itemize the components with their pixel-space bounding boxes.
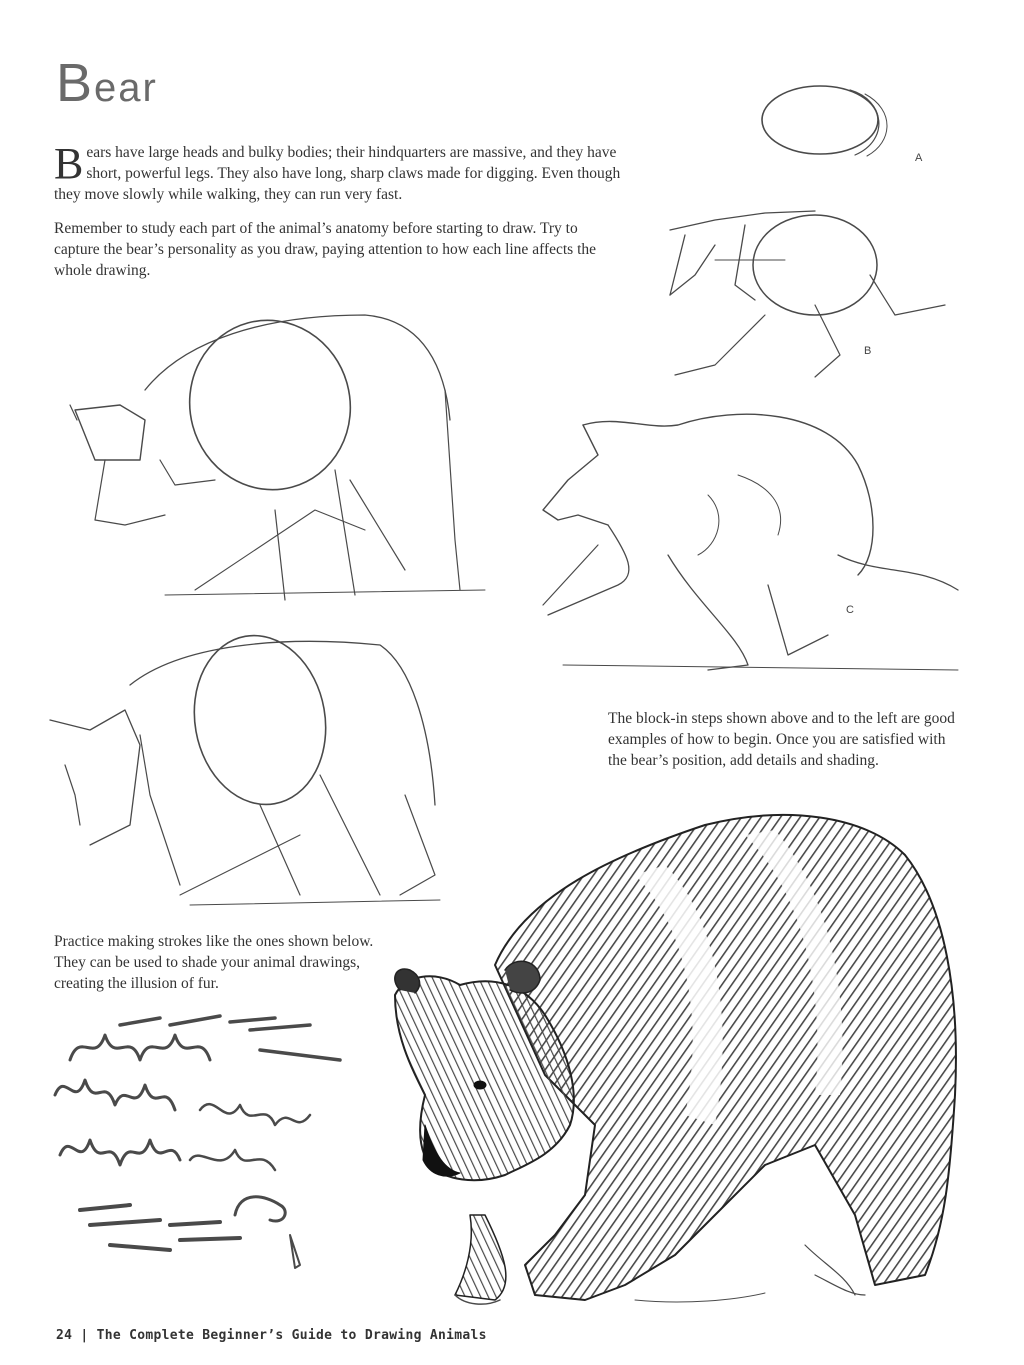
intro-paragraph	[54, 139, 629, 205]
anatomy-paragraph: Remember to study each part of the animal’s anatomy before starting to draw. Try to capture the bear’s personality as you draw, paying attention to how each line affects the whole drawing.	[54, 220, 597, 279]
sketch-blockin-standing	[65, 310, 485, 610]
page-footer: 24 | The Complete Beginner’s Guide to Drawing Animals	[56, 1328, 487, 1343]
blockin-caption: The block-in steps shown above and to the left are good examples of how to begin. Once you are satisfied with the bear’s position, add details and shading.	[608, 710, 955, 769]
sketch-step-c	[538, 405, 968, 690]
fur-strokes-practice	[50, 1010, 360, 1270]
strokes-caption: Practice making strokes like the ones shown below. They can be used to shade your animal drawings, creating the illusion of fur.	[54, 933, 374, 992]
drop-cap: B	[54, 139, 84, 188]
page-title	[56, 52, 158, 114]
shaded-bear-drawing	[385, 795, 985, 1315]
label-c: C	[846, 604, 854, 616]
title-rest: ear	[94, 66, 158, 110]
label-a: A	[915, 152, 923, 164]
title-initial: B	[56, 53, 95, 113]
intro-text: ears have large heads and bulky bodies; their hindquarters are massive, and they have short, powerful legs. They also have long, sharp claws made for digging. Even though they move slowly while walking, they can run very fast.	[54, 144, 621, 203]
sketch-step-a	[755, 80, 925, 170]
label-b: B	[864, 345, 872, 357]
sketch-step-b	[655, 205, 955, 385]
